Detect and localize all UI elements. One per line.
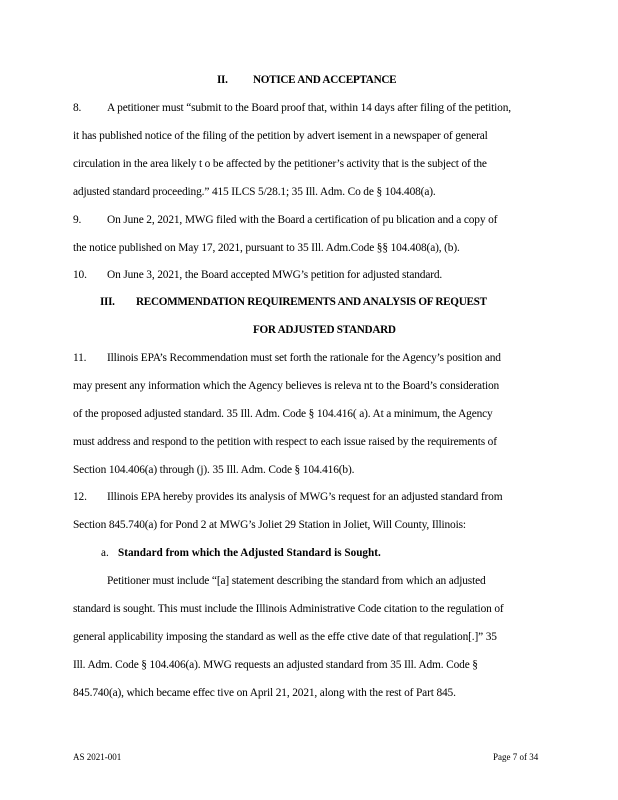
subsection-a-line-1: [73, 574, 563, 588]
paragraph-text: On June 3, 2021, the Board accepted MWG’s petition for adjusted standard.: [107, 269, 443, 281]
paragraph-number: 9.: [73, 214, 82, 226]
paragraph-number: 12.: [73, 491, 87, 503]
paragraph-text: Illinois EPA hereby provides its analysis of MWG’s request for an adjusted standard from: [107, 491, 503, 503]
footer-case-number: AS 2021-001: [73, 752, 122, 762]
paragraph-11-line-3: of the proposed adjusted standard. 35 Ill. Adm. Code § 104.416( a). At a minimum, the Agency: [73, 408, 493, 420]
section-title-line-1: RECOMMENDATION REQUIREMENTS AND ANALYSIS OF REQUEST: [136, 296, 487, 308]
subsection-a-line-2: standard is sought. This must include the Illinois Administrative Code citation to the regulation of: [73, 603, 504, 615]
paragraph-8-line-1: [73, 101, 563, 115]
paragraph-10-line-1: [73, 268, 563, 282]
paragraph-11-line-1: [73, 351, 563, 365]
paragraph-9-line-1: [73, 213, 563, 227]
paragraph-number: 11.: [73, 352, 87, 364]
footer-page-number: Page 7 of 34: [493, 752, 539, 762]
paragraph-11-line-2: may present any information which the Agency believes is releva nt to the Board’s consideration: [73, 380, 500, 392]
section-heading-notice: [217, 73, 396, 87]
paragraph-number: 10.: [73, 269, 87, 281]
subsection-title: Standard from which the Adjusted Standard is Sought.: [118, 547, 381, 559]
paragraph-text: Illinois EPA’s Recommendation must set forth the rationale for the Agency’s position and: [107, 352, 501, 364]
paragraph-8-line-4: adjusted standard proceeding.” 415 ILCS 5/28.1; 35 Ill. Adm. Co de § 104.408(a).: [73, 186, 436, 198]
subsection-a-heading: [101, 546, 381, 560]
subsection-letter: a.: [101, 547, 109, 559]
paragraph-12-line-1: [73, 490, 563, 504]
paragraph-text: A petitioner must “submit to the Board proof that, within 14 days after filing of the petition,: [107, 102, 511, 114]
paragraph-8-line-2: it has published notice of the filing of the petition by advert isement in a newspaper of general: [73, 130, 488, 142]
section-heading-recommendation: [100, 295, 487, 309]
paragraph-number: 8.: [73, 102, 82, 114]
subsection-a-line-4: Ill. Adm. Code § 104.406(a). MWG requests an adjusted standard from 35 Ill. Adm. Code §: [73, 659, 478, 671]
section-heading-recommendation-line-2: FOR ADJUSTED STANDARD: [253, 324, 396, 336]
paragraph-8-line-3: circulation in the area likely t o be affected by the petitioner’s activity that is the subject of the: [73, 158, 487, 170]
section-title: NOTICE AND ACCEPTANCE: [253, 74, 397, 86]
paragraph-text: On June 2, 2021, MWG filed with the Board a certification of pu blication and a copy of: [107, 214, 498, 226]
subsection-a-line-5: 845.740(a), which became effec tive on April 21, 2021, along with the rest of Part 845.: [73, 687, 456, 699]
paragraph-text: Petitioner must include “[a] statement describing the standard from which an adjusted: [107, 575, 486, 587]
section-number: III.: [100, 296, 115, 308]
paragraph-12-line-2: Section 845.740(a) for Pond 2 at MWG’s Joliet 29 Station in Joliet, Will County, Illinois:: [73, 519, 466, 531]
paragraph-9-line-2: the notice published on May 17, 2021, pursuant to 35 Ill. Adm.Code §§ 104.408(a), (b).: [73, 242, 460, 254]
paragraph-11-line-4: must address and respond to the petition with respect to each issue raised by the requirements of: [73, 436, 497, 448]
paragraph-11-line-5: Section 104.406(a) through (j). 35 Ill. Adm. Code § 104.416(b).: [73, 464, 355, 476]
subsection-a-line-3: general applicability imposing the standard as well as the effe ctive date of that regulation[.]” 35: [73, 631, 497, 643]
section-number: II.: [217, 74, 228, 86]
